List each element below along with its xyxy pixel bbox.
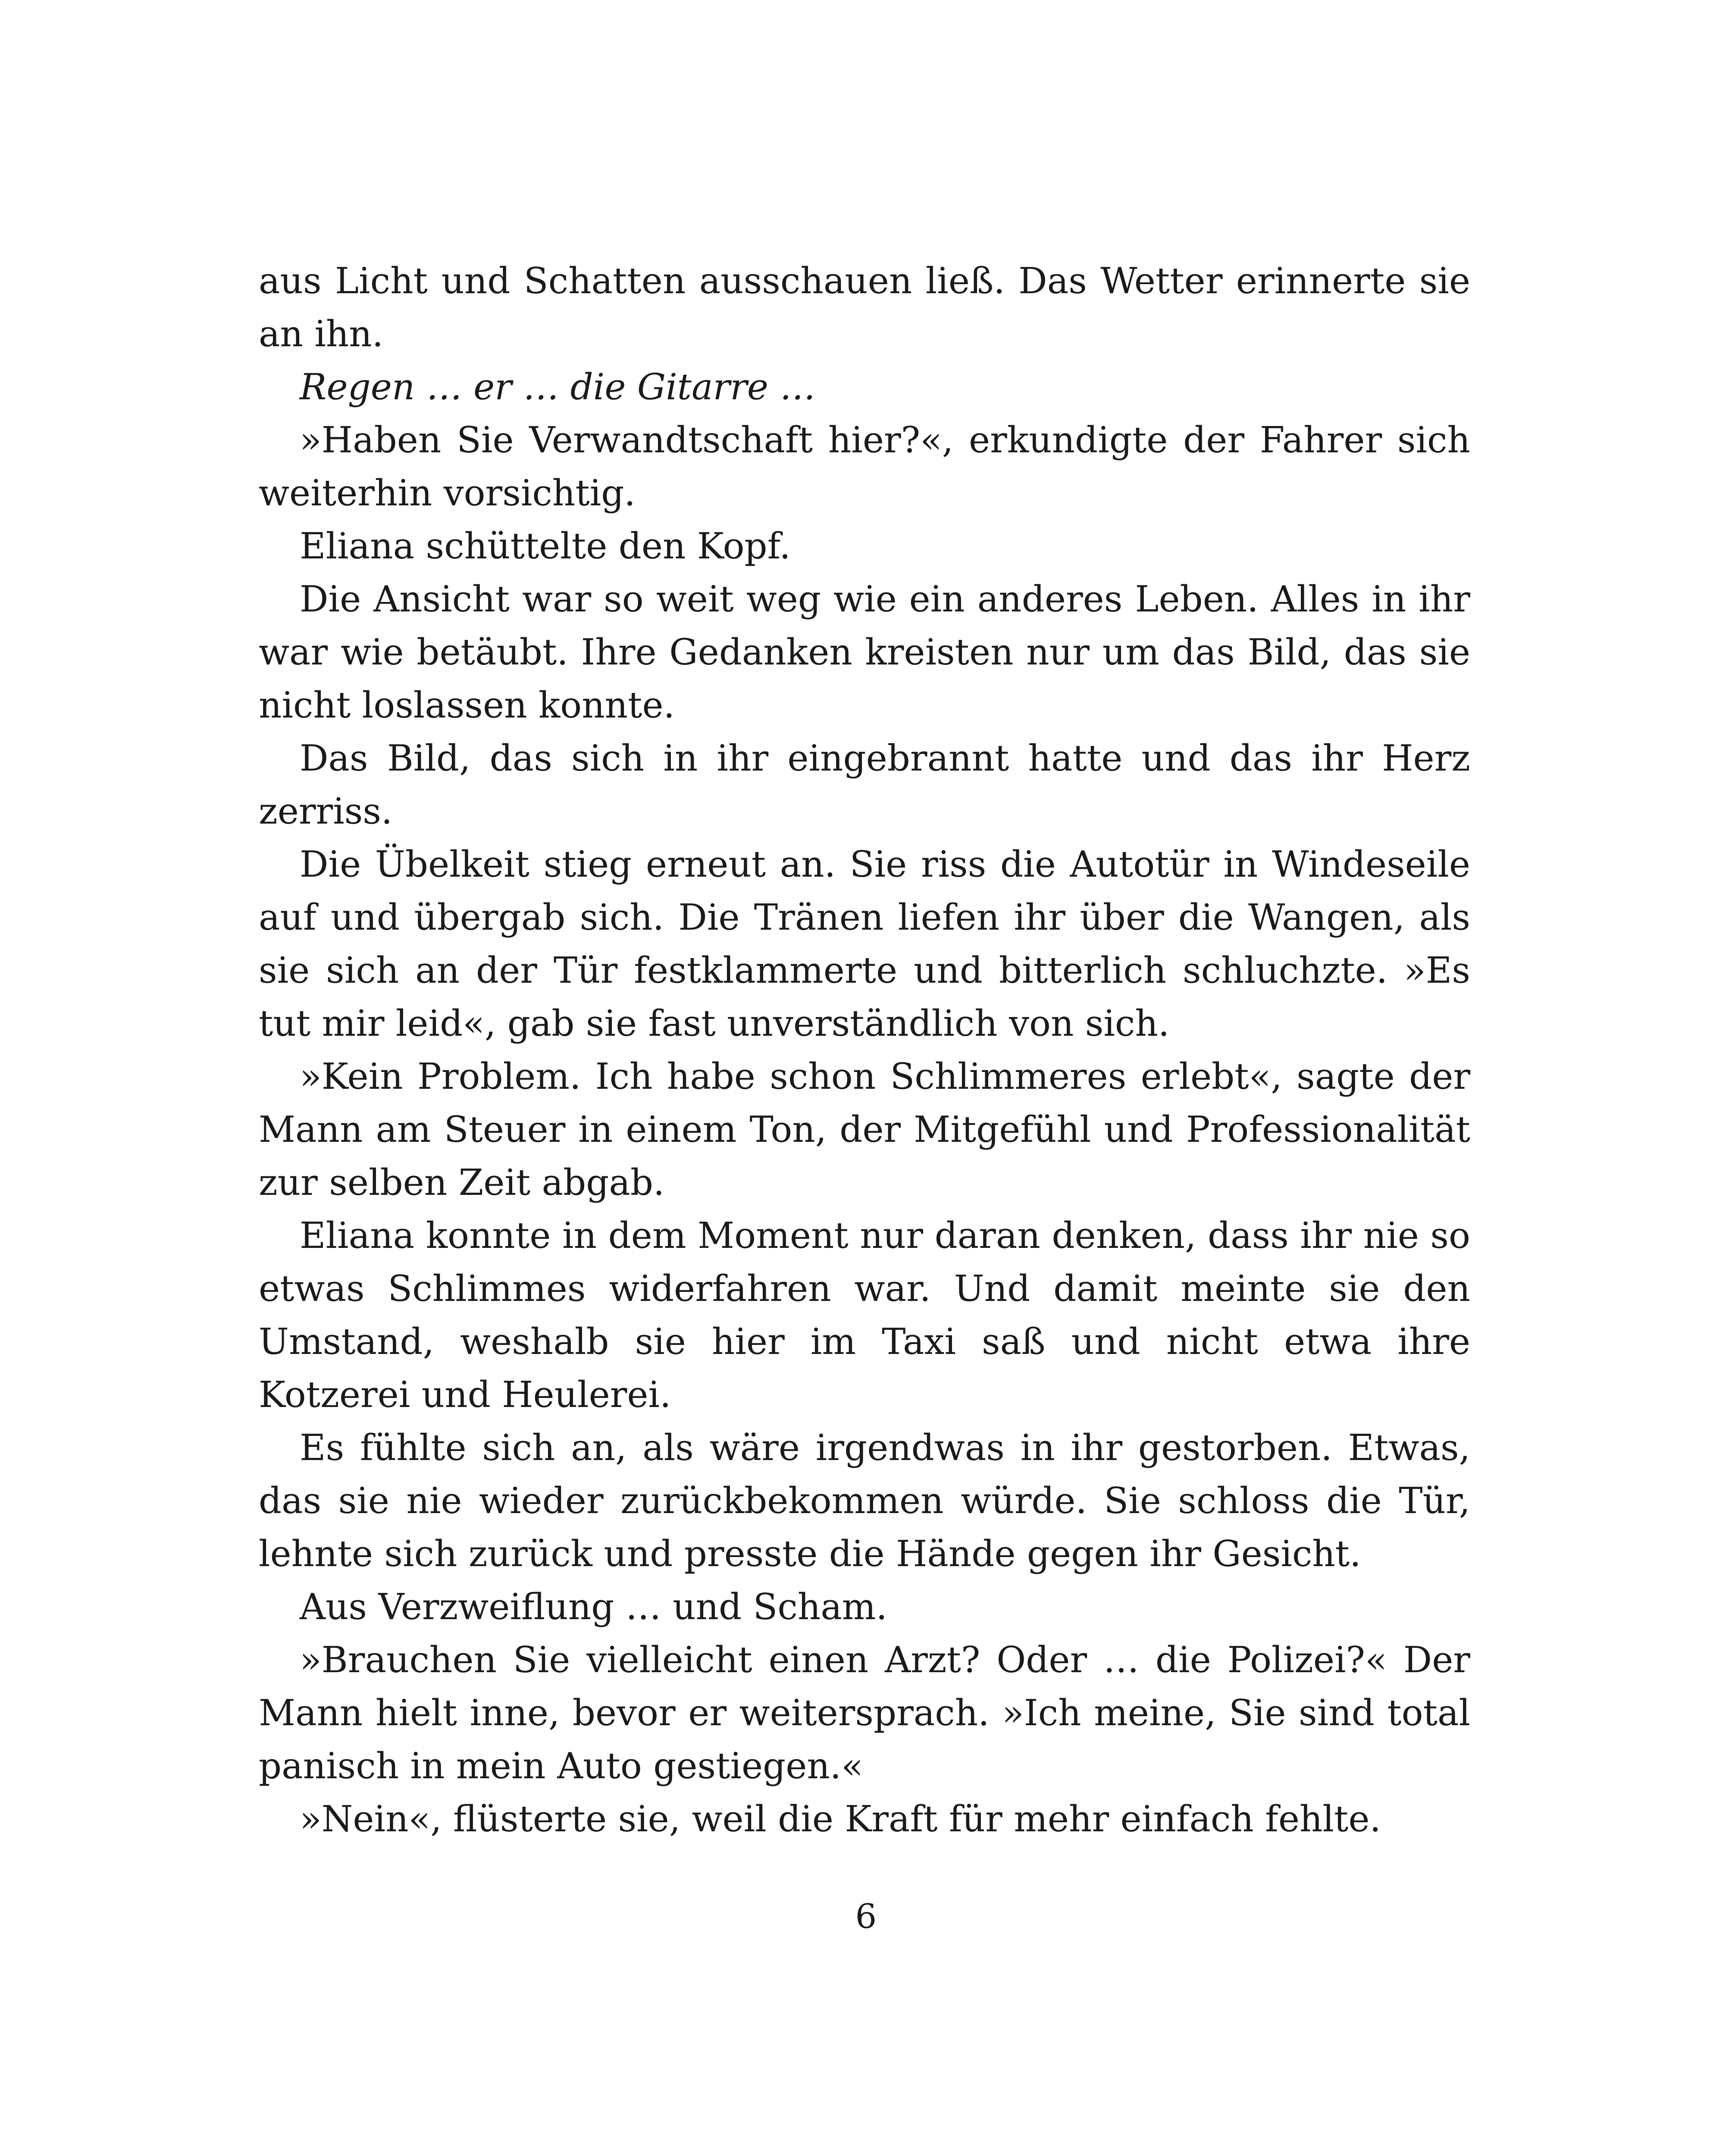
- paragraph: Die Übelkeit stieg erneut an. Sie riss die Autotür in Windeseile auf und übergab sich. Die Tränen liefen ihr über die Wangen, als sie sich an der Tür festklammerte und bitterlich schluchzte. »Es tut mir leid«, gab sie fast unverständlich von sich.: [259, 843, 1470, 1044]
- paragraph: Aus Verzweiflung … und Scham.: [300, 1586, 887, 1628]
- paragraph: Eliana konnte in dem Moment nur daran denken, dass ihr nie so etwas Schlimmes widerfahren war. Und damit meinte sie den Umstand, weshalb sie hier im Taxi saß und nicht etwa ihre Kotzerei und Heulerei.: [259, 1215, 1470, 1416]
- page-number: 6: [855, 1897, 877, 1936]
- body-text: [259, 254, 1470, 1846]
- paragraph: Eliana schüttelte den Kopf.: [300, 525, 791, 567]
- paragraph: Die Ansicht war so weit weg wie ein anderes Leben. Alles in ihr war wie betäubt. Ihre Gedanken kreisten nur um das Bild, das sie nicht loslassen konnte.: [259, 578, 1470, 726]
- paragraph: »Kein Problem. Ich habe schon Schlimmeres erlebt«, sagte der Mann am Steuer in einem Ton, der Mitgefühl und Professionalität zur selben Zeit abgab.: [259, 1056, 1470, 1203]
- paragraph-italic-thought: Regen … er … die Gitarre …: [300, 366, 816, 408]
- paragraph-continuation: aus Licht und Schatten ausschauen ließ. Das Wetter erinnerte sie an ihn.: [259, 260, 1470, 355]
- paragraph: »Nein«, flüsterte sie, weil die Kraft für mehr einfach fehlte.: [300, 1798, 1381, 1840]
- paragraph: »Haben Sie Verwandtschaft hier?«, erkundigte der Fahrer sich weiterhin vorsichtig.: [259, 419, 1470, 514]
- paragraph: »Brauchen Sie vielleicht einen Arzt? Oder … die Polizei?« Der Mann hielt inne, bevor er weitersprach. »Ich meine, Sie sind total panisch in mein Auto gestiegen.«: [259, 1639, 1470, 1787]
- paragraph: Es fühlte sich an, als wäre irgendwas in ihr gestorben. Etwas, das sie nie wieder zurückbekommen würde. Sie schloss die Tür, lehnte sich zurück und presste die Hände gegen ihr Gesicht.: [259, 1427, 1470, 1575]
- paragraph: Das Bild, das sich in ihr eingebrannt hatte und das ihr Herz zerriss.: [259, 737, 1470, 832]
